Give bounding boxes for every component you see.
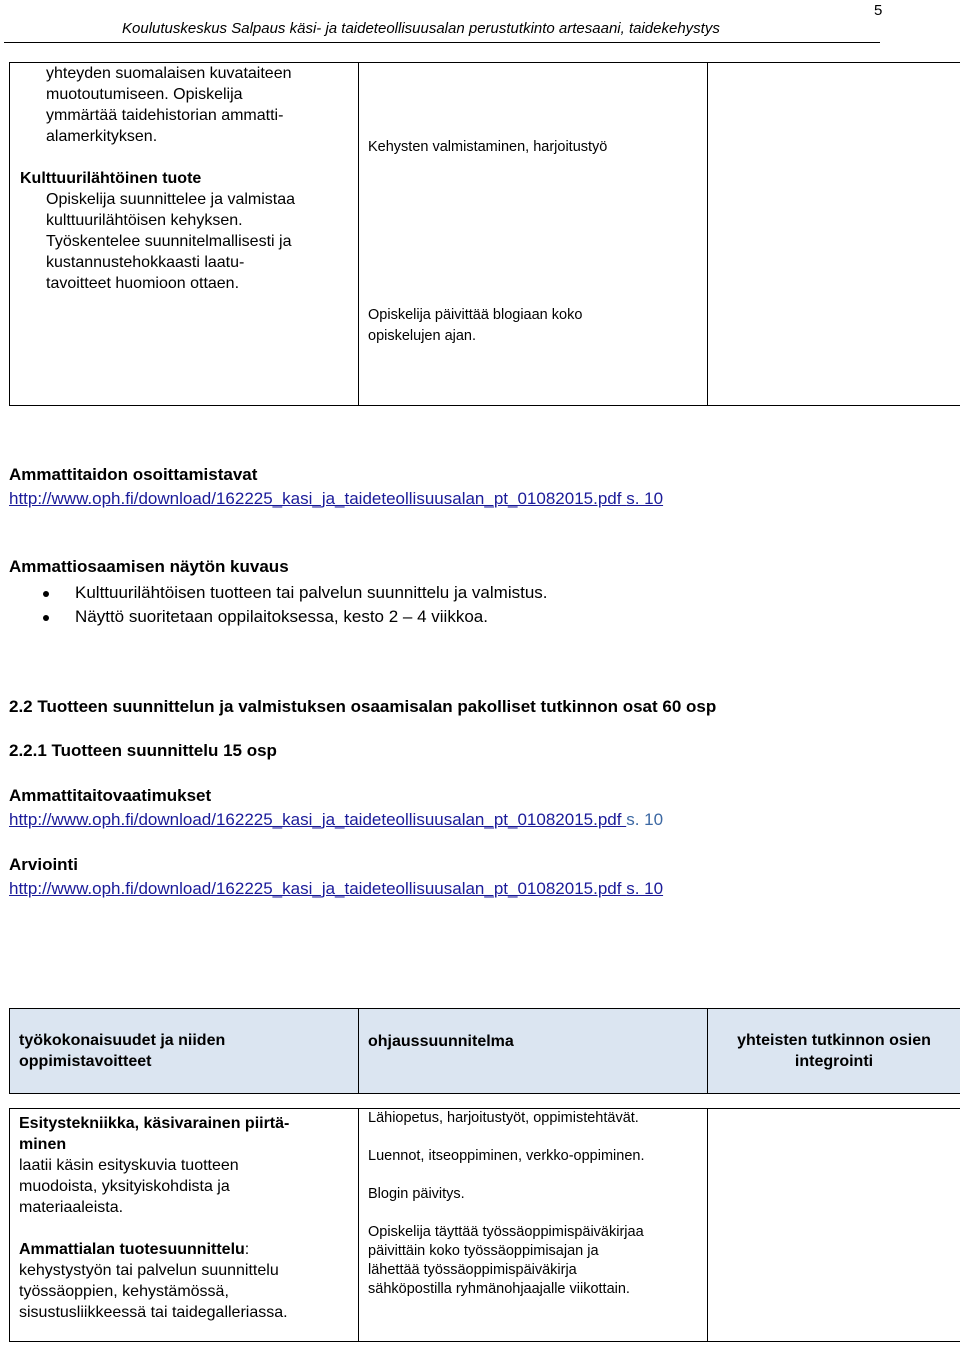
col1-line: Työskentelee suunnitelmallisesti ja	[46, 233, 292, 250]
col1-line: Opiskelija suunnittelee ja valmistaa	[46, 191, 296, 208]
bottom-table	[9, 1008, 960, 1342]
page-header	[0, 0, 960, 46]
col1-heading-colon: :	[244, 1241, 250, 1258]
section-heading-2-2: 2.2 Tuotteen suunnittelun ja valmistuksen osaamisalan pakolliset tutkinnon osat 60 osp	[9, 697, 717, 716]
top-table-col3	[708, 63, 960, 406]
top-table	[9, 62, 960, 406]
col1-heading: minen	[19, 1136, 67, 1153]
header-rule	[4, 42, 880, 43]
col1-line: tavoitteet huomioon ottaen.	[46, 275, 240, 292]
req-link-ref[interactable]: s. 10	[626, 810, 664, 829]
bullet-item: Kulttuurilähtöisen tuotteen tai palvelun suunnittelu ja valmistus.	[9, 581, 548, 605]
col1-line: laatii käsin esityskuvia tuotteen	[19, 1157, 239, 1174]
table-gap	[10, 1094, 960, 1109]
col2-line: päivittäin koko työssäoppimisajan ja	[368, 1243, 599, 1259]
demo-heading: Ammattitaidon osoittamistavat	[9, 465, 258, 484]
eval-link-ref[interactable]: s. 10	[626, 879, 664, 898]
header-label: työkokonaisuudet ja niiden oppimistavoitteet	[19, 1032, 226, 1070]
col1-line: yhteyden suomalaisen kuvataiteen	[46, 65, 292, 82]
col1-heading: Kulttuurilähtöinen tuote	[20, 170, 202, 187]
col1-line: kehystystyön tai palvelun suunnittelu	[19, 1262, 279, 1279]
col2-paragraph: Luennot, itseoppiminen, verkko-oppiminen.	[368, 1148, 645, 1164]
bottom-header-col1	[10, 1009, 359, 1094]
top-table-col1	[10, 63, 359, 406]
col1-line: muodoista, yksityiskohdista ja	[19, 1178, 230, 1195]
col1-line: kulttuurilähtöisen kehyksen.	[46, 212, 243, 229]
col2-line: sähköpostilla ryhmänohjaajalle viikottain.	[368, 1281, 630, 1297]
section-heading-2-2-1: 2.2.1 Tuotteen suunnittelu 15 osp	[9, 741, 277, 760]
req-heading: Ammattitaitovaatimukset	[9, 786, 212, 805]
req-link-url[interactable]: http://www.oph.fi/download/162225_kasi_ja_taideteollisuusalan_pt_01082015.pdf	[9, 810, 622, 829]
bottom-header-col3	[708, 1009, 960, 1094]
bottom-header-col2	[359, 1009, 708, 1094]
col1-line: kustannustehokkaasti laatu-	[46, 254, 245, 271]
demo-link-ref[interactable]: s. 10	[626, 489, 664, 508]
col1-heading: Esitystekniikka, käsivarainen piirtä-	[19, 1115, 290, 1132]
col2-paragraph: Lähiopetus, harjoitustyöt, oppimistehtävät.	[368, 1110, 639, 1126]
col2-line: lähettää työssäoppimispäiväkirja	[368, 1262, 577, 1278]
eval-heading: Arviointi	[9, 855, 78, 874]
demo-link[interactable]	[9, 489, 663, 509]
eval-link[interactable]	[9, 879, 663, 899]
col2-line: Kehysten valmistaminen, harjoitustyö	[368, 139, 608, 155]
exam-heading: Ammattiosaamisen näytön kuvaus	[9, 557, 289, 576]
col2-paragraph: Blogin päivitys.	[368, 1186, 465, 1202]
eval-link-url[interactable]: http://www.oph.fi/download/162225_kasi_ja_taideteollisuusalan_pt_01082015.pdf	[9, 879, 622, 898]
bottom-body-col1	[10, 1109, 359, 1342]
exam-bullets	[9, 581, 548, 629]
col1-line: työssäoppien, kehystämössä,	[19, 1283, 229, 1300]
top-table-col2	[359, 63, 708, 406]
bottom-body-col3	[708, 1109, 960, 1342]
header-label: yhteisten tutkinnon osien integrointi	[737, 1032, 931, 1070]
header-title: Koulutuskeskus Salpaus käsi- ja taideteollisuusalan perustutkinto artesaani, taidekehystys	[122, 20, 720, 37]
col2-line: opiskelujen ajan.	[368, 328, 477, 344]
col1-line: ymmärtää taidehistorian ammatti-	[46, 107, 284, 124]
demo-link-url[interactable]: http://www.oph.fi/download/162225_kasi_ja_taideteollisuusalan_pt_01082015.pdf	[9, 489, 622, 508]
bottom-body-col2	[359, 1109, 708, 1342]
col1-line: sisustusliikkeessä tai taidegalleriassa.	[19, 1304, 288, 1321]
bullet-item: Näyttö suoritetaan oppilaitoksessa, kesto 2 – 4 viikkoa.	[9, 605, 548, 629]
col2-line: Opiskelija täyttää työssäoppimispäiväkirjaa	[368, 1224, 644, 1240]
req-link[interactable]	[9, 810, 663, 830]
col2-line: Opiskelija päivittää blogiaan koko	[368, 307, 583, 323]
page-number: 5	[874, 2, 883, 19]
col1-line: materiaaleista.	[19, 1199, 124, 1216]
header-label: ohjaussuunnitelma	[368, 1032, 514, 1050]
col1-line: muotoutumiseen. Opiskelija	[46, 86, 243, 103]
col1-line: alamerkityksen.	[46, 128, 158, 145]
col1-heading: Ammattialan tuotesuunnittelu	[19, 1241, 245, 1258]
